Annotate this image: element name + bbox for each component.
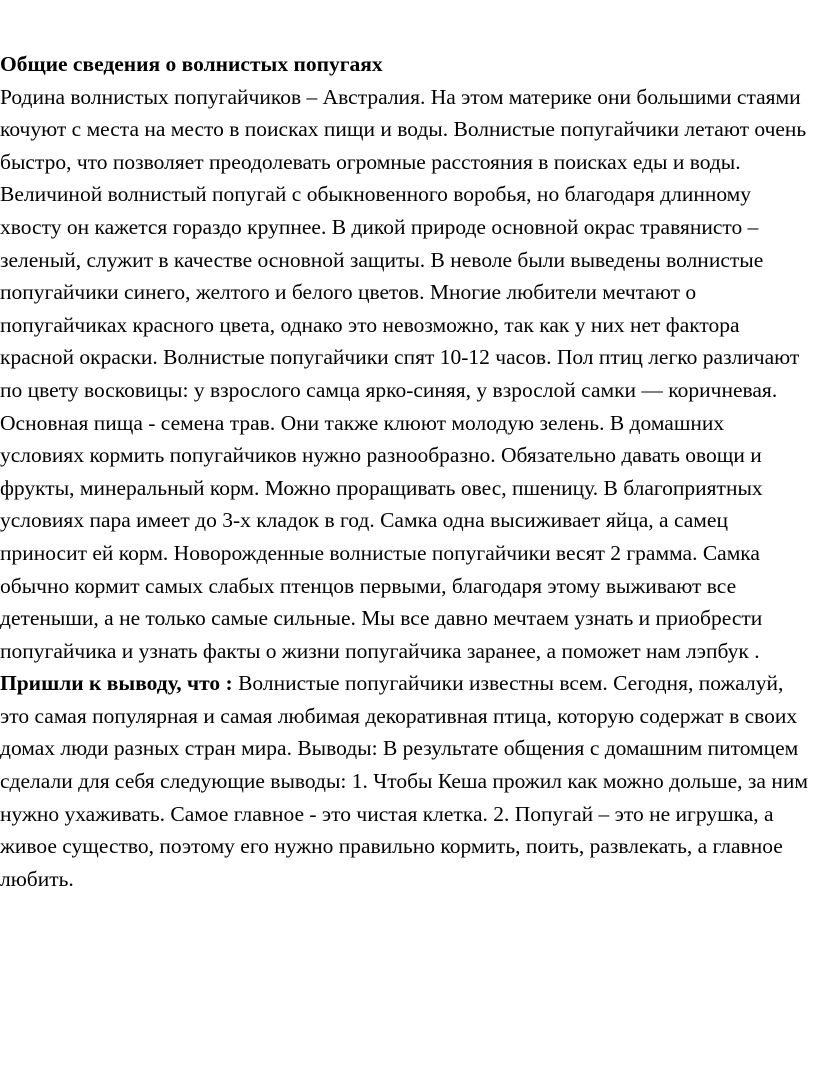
document-title: Общие сведения о волнистых попугаях [0,52,383,76]
document-page [0,48,816,895]
conclusion-lead: Пришли к выводу, что : [0,671,233,696]
body-paragraph: Родина волнистых попугайчиков – Австралия. На этом материке они большими стаями кочуют с места на место в поисках пищи и воды. Волнистые попугайчики летают очень быстро, что позволяет преодолевать огромные расстояния в поисках еды и воды. Величиной волнистый попугай с обыкновенного воробья, но благодаря длинному хвосту он кажется гораздо крупнее. В дикой природе основной окрас травянисто – зеленый, служит в качестве основной защиты. В неволе были выведены волнистые попугайчики синего, желтого и белого цветов. Многие любители мечтают о попугайчиках красного цвета, однако это невозможно, так как у них нет фактора красной окраски. Волнистые попугайчики спят 10-12 часов. Пол птиц легко различают по цвету восковицы: у взрослого самца ярко-синяя, у взрослой самки — коричневая. Основная пища - семена трав. Они также клюют молодую зелень. В домашних условиях кормить попугайчиков нужно разнообразно. Обязательно давать овощи и фрукты, минеральный корм. Можно проращивать овес, пшеницу. В благоприятных условиях пара имеет до 3-х кладок в год. Самка одна высиживает яйца, а самец приносит ей корм. Новорожденные волнистые попугайчики весят 2 грамма. Самка обычно кормит самых слабых птенцов первыми, благодаря этому выживают все детеныши, а не только самые сильные. Мы все давно мечтаем узнать и приобрести попугайчика и узнать факты о жизни попугайчика заранее, а поможет нам лэпбук . [0,84,807,663]
conclusion-paragraph [0,667,816,895]
conclusion-text: Волнистые попугайчики известны всем. Сегодня, пожалуй, это самая популярная и самая любимая декоративная птица, которую содержат в своих домах люди разных стран мира. Выводы: В результате общения с домашним питомцем сделали для себя следующие выводы: 1. Чтобы Кеша прожил как можно дольше, за ним нужно ухаживать. Самое главное - это чистая клетка. 2. Попугай – это не игрушка, а живое существо, поэтому его нужно правильно кормить, поить, развлекать, а главное любить. [0,671,808,891]
